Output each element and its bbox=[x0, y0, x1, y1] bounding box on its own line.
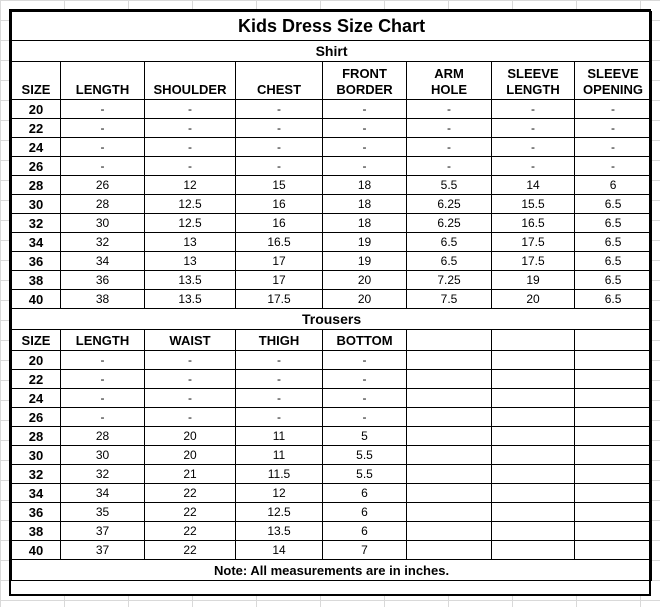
shirt-value-cell: 18 bbox=[323, 195, 407, 214]
shirt-value-cell: - bbox=[575, 138, 652, 157]
trousers-value-cell: 22 bbox=[145, 503, 236, 522]
shirt-value-cell: 12 bbox=[145, 176, 236, 195]
shirt-value-cell: 6.25 bbox=[407, 214, 492, 233]
shirt-value-cell: 15 bbox=[236, 176, 323, 195]
shirt-value-cell: 32 bbox=[61, 233, 145, 252]
shirt-value-cell: 26 bbox=[61, 176, 145, 195]
shirt-value-cell: - bbox=[323, 100, 407, 119]
shirt-header-line: SHOULDER bbox=[153, 82, 227, 97]
shirt-header-line: BORDER bbox=[336, 82, 393, 97]
trousers-table-row bbox=[12, 484, 652, 503]
shirt-size-cell: 38 bbox=[12, 271, 61, 290]
shirt-value-cell: 19 bbox=[323, 252, 407, 271]
trousers-table-row bbox=[12, 465, 652, 484]
trousers-size-cell: 24 bbox=[12, 389, 61, 408]
shirt-size-cell: 40 bbox=[12, 290, 61, 309]
empty-cell bbox=[492, 446, 575, 465]
trousers-value-cell: 7 bbox=[323, 541, 407, 560]
shirt-header-row bbox=[12, 62, 652, 100]
shirt-table-row bbox=[12, 195, 652, 214]
shirt-value-cell: 34 bbox=[61, 252, 145, 271]
trousers-size-cell: 38 bbox=[12, 522, 61, 541]
shirt-value-cell: - bbox=[323, 138, 407, 157]
trousers-value-cell: - bbox=[61, 370, 145, 389]
shirt-value-cell: - bbox=[61, 119, 145, 138]
shirt-value-cell: - bbox=[236, 119, 323, 138]
trousers-column-header: THIGH bbox=[236, 330, 323, 351]
shirt-value-cell: 6.25 bbox=[407, 195, 492, 214]
shirt-size-cell: 36 bbox=[12, 252, 61, 271]
trousers-value-cell: - bbox=[236, 351, 323, 370]
shirt-value-cell: 6.5 bbox=[575, 290, 652, 309]
trousers-value-cell: 32 bbox=[61, 465, 145, 484]
shirt-value-cell: - bbox=[407, 119, 492, 138]
trousers-value-cell: 12 bbox=[236, 484, 323, 503]
shirt-value-cell: 18 bbox=[323, 214, 407, 233]
shirt-header-line: FRONT bbox=[342, 66, 387, 81]
shirt-table-row bbox=[12, 271, 652, 290]
empty-cell bbox=[407, 541, 492, 560]
shirt-value-cell: 17 bbox=[236, 252, 323, 271]
shirt-value-cell: - bbox=[492, 119, 575, 138]
trousers-value-cell: 5.5 bbox=[323, 446, 407, 465]
empty-cell bbox=[575, 351, 652, 370]
trousers-value-cell: 20 bbox=[145, 427, 236, 446]
shirt-value-cell: 20 bbox=[323, 290, 407, 309]
shirt-table-row bbox=[12, 233, 652, 252]
empty-cell bbox=[407, 330, 492, 351]
empty-cell bbox=[492, 465, 575, 484]
trousers-column-header: SIZE bbox=[12, 330, 61, 351]
trousers-size-cell: 20 bbox=[12, 351, 61, 370]
shirt-header-line: SLEEVE bbox=[587, 66, 639, 81]
shirt-size-cell: 32 bbox=[12, 214, 61, 233]
shirt-value-cell: - bbox=[236, 100, 323, 119]
trousers-value-cell: 6 bbox=[323, 484, 407, 503]
shirt-value-cell: 13.5 bbox=[145, 271, 236, 290]
empty-cell bbox=[575, 408, 652, 427]
empty-cell bbox=[407, 351, 492, 370]
shirt-value-cell: - bbox=[492, 100, 575, 119]
trousers-value-cell: 6 bbox=[323, 522, 407, 541]
trousers-section-row bbox=[12, 309, 652, 330]
shirt-header-line: SLEEVE bbox=[507, 66, 559, 81]
shirt-table-row bbox=[12, 290, 652, 309]
shirt-value-cell: - bbox=[236, 138, 323, 157]
trousers-table-row bbox=[12, 427, 652, 446]
empty-cell bbox=[492, 351, 575, 370]
empty-cell bbox=[575, 522, 652, 541]
shirt-value-cell: 38 bbox=[61, 290, 145, 309]
trousers-value-cell: 11 bbox=[236, 446, 323, 465]
shirt-table-row bbox=[12, 119, 652, 138]
shirt-value-cell: 6.5 bbox=[575, 195, 652, 214]
shirt-column-header bbox=[145, 62, 236, 100]
shirt-size-cell: 26 bbox=[12, 157, 61, 176]
empty-cell bbox=[407, 465, 492, 484]
trousers-section-title: Trousers bbox=[12, 309, 652, 330]
trousers-size-cell: 26 bbox=[12, 408, 61, 427]
shirt-value-cell: - bbox=[575, 157, 652, 176]
shirt-value-cell: 13.5 bbox=[145, 290, 236, 309]
shirt-header-line: OPENING bbox=[583, 82, 644, 97]
shirt-value-cell: 6.5 bbox=[575, 252, 652, 271]
trousers-size-cell: 30 bbox=[12, 446, 61, 465]
trousers-value-cell: - bbox=[61, 351, 145, 370]
shirt-column-header bbox=[12, 62, 61, 100]
shirt-section-title: Shirt bbox=[12, 41, 652, 62]
shirt-value-cell: 16 bbox=[236, 195, 323, 214]
trousers-value-cell: 28 bbox=[61, 427, 145, 446]
shirt-value-cell: 15.5 bbox=[492, 195, 575, 214]
trousers-size-cell: 34 bbox=[12, 484, 61, 503]
trousers-table-row bbox=[12, 351, 652, 370]
trousers-value-cell: 37 bbox=[61, 522, 145, 541]
empty-cell bbox=[492, 408, 575, 427]
shirt-column-header bbox=[492, 62, 575, 100]
shirt-value-cell: 13 bbox=[145, 233, 236, 252]
trousers-size-cell: 22 bbox=[12, 370, 61, 389]
empty-cell bbox=[575, 465, 652, 484]
trousers-column-header: WAIST bbox=[145, 330, 236, 351]
empty-cell bbox=[575, 484, 652, 503]
shirt-header-line: SIZE bbox=[21, 82, 51, 97]
empty-cell bbox=[407, 522, 492, 541]
shirt-value-cell: - bbox=[575, 100, 652, 119]
shirt-value-cell: - bbox=[145, 157, 236, 176]
shirt-value-cell: 6.5 bbox=[575, 233, 652, 252]
trousers-value-cell: - bbox=[145, 408, 236, 427]
empty-cell bbox=[492, 389, 575, 408]
empty-cell bbox=[575, 370, 652, 389]
trousers-value-cell: 20 bbox=[145, 446, 236, 465]
empty-cell bbox=[575, 427, 652, 446]
empty-cell bbox=[407, 503, 492, 522]
shirt-value-cell: 17 bbox=[236, 271, 323, 290]
trousers-value-cell: - bbox=[323, 389, 407, 408]
trousers-value-cell: - bbox=[236, 389, 323, 408]
shirt-table-row bbox=[12, 138, 652, 157]
trousers-value-cell: - bbox=[323, 408, 407, 427]
size-chart-table bbox=[11, 11, 652, 581]
trousers-value-cell: 5 bbox=[323, 427, 407, 446]
shirt-table-row bbox=[12, 100, 652, 119]
shirt-section-row bbox=[12, 41, 652, 62]
trousers-value-cell: - bbox=[145, 351, 236, 370]
trousers-table-row bbox=[12, 446, 652, 465]
empty-cell bbox=[575, 389, 652, 408]
empty-cell bbox=[492, 522, 575, 541]
shirt-value-cell: - bbox=[407, 138, 492, 157]
shirt-value-cell: - bbox=[492, 138, 575, 157]
empty-cell bbox=[575, 330, 652, 351]
trousers-column-header: LENGTH bbox=[61, 330, 145, 351]
trousers-value-cell: - bbox=[323, 370, 407, 389]
trousers-value-cell: - bbox=[236, 370, 323, 389]
shirt-value-cell: - bbox=[492, 157, 575, 176]
shirt-value-cell: 36 bbox=[61, 271, 145, 290]
shirt-column-header bbox=[575, 62, 652, 100]
shirt-value-cell: - bbox=[145, 100, 236, 119]
trousers-table-row bbox=[12, 541, 652, 560]
trousers-value-cell: 22 bbox=[145, 541, 236, 560]
trousers-value-cell: 11 bbox=[236, 427, 323, 446]
shirt-size-cell: 20 bbox=[12, 100, 61, 119]
shirt-value-cell: 19 bbox=[492, 271, 575, 290]
trousers-table-row bbox=[12, 408, 652, 427]
trousers-value-cell: 35 bbox=[61, 503, 145, 522]
trousers-value-cell: 30 bbox=[61, 446, 145, 465]
shirt-header-line: LENGTH bbox=[75, 82, 130, 97]
trousers-size-cell: 32 bbox=[12, 465, 61, 484]
trousers-value-cell: 14 bbox=[236, 541, 323, 560]
shirt-size-cell: 34 bbox=[12, 233, 61, 252]
empty-cell bbox=[407, 446, 492, 465]
shirt-value-cell: 7.25 bbox=[407, 271, 492, 290]
shirt-size-cell: 22 bbox=[12, 119, 61, 138]
shirt-value-cell: 7.5 bbox=[407, 290, 492, 309]
shirt-value-cell: 16.5 bbox=[492, 214, 575, 233]
shirt-value-cell: 28 bbox=[61, 195, 145, 214]
shirt-size-cell: 30 bbox=[12, 195, 61, 214]
empty-cell bbox=[575, 446, 652, 465]
trousers-value-cell: 34 bbox=[61, 484, 145, 503]
shirt-table-row bbox=[12, 252, 652, 271]
empty-cell bbox=[575, 503, 652, 522]
shirt-column-header bbox=[323, 62, 407, 100]
empty-cell bbox=[575, 541, 652, 560]
shirt-value-cell: - bbox=[407, 100, 492, 119]
shirt-value-cell: - bbox=[575, 119, 652, 138]
shirt-column-header bbox=[61, 62, 145, 100]
empty-cell bbox=[407, 484, 492, 503]
shirt-value-cell: - bbox=[61, 157, 145, 176]
shirt-value-cell: 16.5 bbox=[236, 233, 323, 252]
trousers-value-cell: - bbox=[61, 408, 145, 427]
shirt-header-line: CHEST bbox=[256, 82, 302, 97]
trousers-value-cell: 12.5 bbox=[236, 503, 323, 522]
empty-cell bbox=[492, 427, 575, 446]
empty-cell bbox=[407, 389, 492, 408]
shirt-value-cell: - bbox=[145, 138, 236, 157]
empty-cell bbox=[407, 370, 492, 389]
shirt-table-row bbox=[12, 214, 652, 233]
measurement-note: Note: All measurements are in inches. bbox=[12, 560, 652, 581]
trousers-value-cell: - bbox=[323, 351, 407, 370]
shirt-size-cell: 28 bbox=[12, 176, 61, 195]
shirt-size-cell: 24 bbox=[12, 138, 61, 157]
trousers-size-cell: 36 bbox=[12, 503, 61, 522]
trousers-value-cell: 22 bbox=[145, 522, 236, 541]
shirt-value-cell: 30 bbox=[61, 214, 145, 233]
empty-cell bbox=[492, 503, 575, 522]
shirt-value-cell: 12.5 bbox=[145, 195, 236, 214]
trousers-value-cell: - bbox=[236, 408, 323, 427]
shirt-value-cell: 14 bbox=[492, 176, 575, 195]
trousers-column-header: BOTTOM bbox=[323, 330, 407, 351]
trousers-value-cell: 22 bbox=[145, 484, 236, 503]
shirt-value-cell: 5.5 bbox=[407, 176, 492, 195]
empty-cell bbox=[492, 330, 575, 351]
trousers-value-cell: 5.5 bbox=[323, 465, 407, 484]
shirt-value-cell: 18 bbox=[323, 176, 407, 195]
shirt-value-cell: 16 bbox=[236, 214, 323, 233]
shirt-value-cell: 19 bbox=[323, 233, 407, 252]
trousers-value-cell: - bbox=[145, 389, 236, 408]
shirt-value-cell: - bbox=[236, 157, 323, 176]
shirt-value-cell: 13 bbox=[145, 252, 236, 271]
shirt-value-cell: 12.5 bbox=[145, 214, 236, 233]
shirt-table-row bbox=[12, 176, 652, 195]
empty-cell bbox=[407, 408, 492, 427]
trousers-table-row bbox=[12, 389, 652, 408]
shirt-header-line: LENGTH bbox=[506, 82, 560, 97]
trousers-table-row bbox=[12, 522, 652, 541]
trousers-size-cell: 28 bbox=[12, 427, 61, 446]
shirt-value-cell: - bbox=[323, 119, 407, 138]
trousers-value-cell: 6 bbox=[323, 503, 407, 522]
trousers-value-cell: - bbox=[145, 370, 236, 389]
trousers-table-row bbox=[12, 503, 652, 522]
size-chart-sheet bbox=[9, 9, 651, 596]
shirt-column-header bbox=[236, 62, 323, 100]
empty-cell bbox=[407, 427, 492, 446]
shirt-value-cell: 6 bbox=[575, 176, 652, 195]
shirt-value-cell: 6.5 bbox=[575, 214, 652, 233]
empty-cell bbox=[492, 370, 575, 389]
shirt-header-line: HOLE bbox=[430, 82, 468, 97]
trousers-header-row bbox=[12, 330, 652, 351]
shirt-header-line: ARM bbox=[434, 66, 464, 81]
chart-title: Kids Dress Size Chart bbox=[12, 12, 652, 41]
trousers-size-cell: 40 bbox=[12, 541, 61, 560]
trousers-value-cell: 37 bbox=[61, 541, 145, 560]
shirt-table-row bbox=[12, 157, 652, 176]
shirt-value-cell: - bbox=[61, 138, 145, 157]
trousers-table-row bbox=[12, 370, 652, 389]
note-row bbox=[12, 560, 652, 581]
shirt-value-cell: - bbox=[145, 119, 236, 138]
empty-cell bbox=[492, 484, 575, 503]
shirt-value-cell: 20 bbox=[323, 271, 407, 290]
trousers-value-cell: 21 bbox=[145, 465, 236, 484]
shirt-column-header bbox=[407, 62, 492, 100]
shirt-value-cell: - bbox=[323, 157, 407, 176]
shirt-value-cell: 17.5 bbox=[236, 290, 323, 309]
trousers-value-cell: 13.5 bbox=[236, 522, 323, 541]
trousers-value-cell: - bbox=[61, 389, 145, 408]
trousers-value-cell: 11.5 bbox=[236, 465, 323, 484]
shirt-value-cell: - bbox=[407, 157, 492, 176]
shirt-value-cell: 6.5 bbox=[407, 233, 492, 252]
shirt-value-cell: - bbox=[61, 100, 145, 119]
shirt-value-cell: 6.5 bbox=[407, 252, 492, 271]
shirt-value-cell: 20 bbox=[492, 290, 575, 309]
empty-cell bbox=[492, 541, 575, 560]
shirt-value-cell: 6.5 bbox=[575, 271, 652, 290]
shirt-value-cell: 17.5 bbox=[492, 252, 575, 271]
shirt-value-cell: 17.5 bbox=[492, 233, 575, 252]
